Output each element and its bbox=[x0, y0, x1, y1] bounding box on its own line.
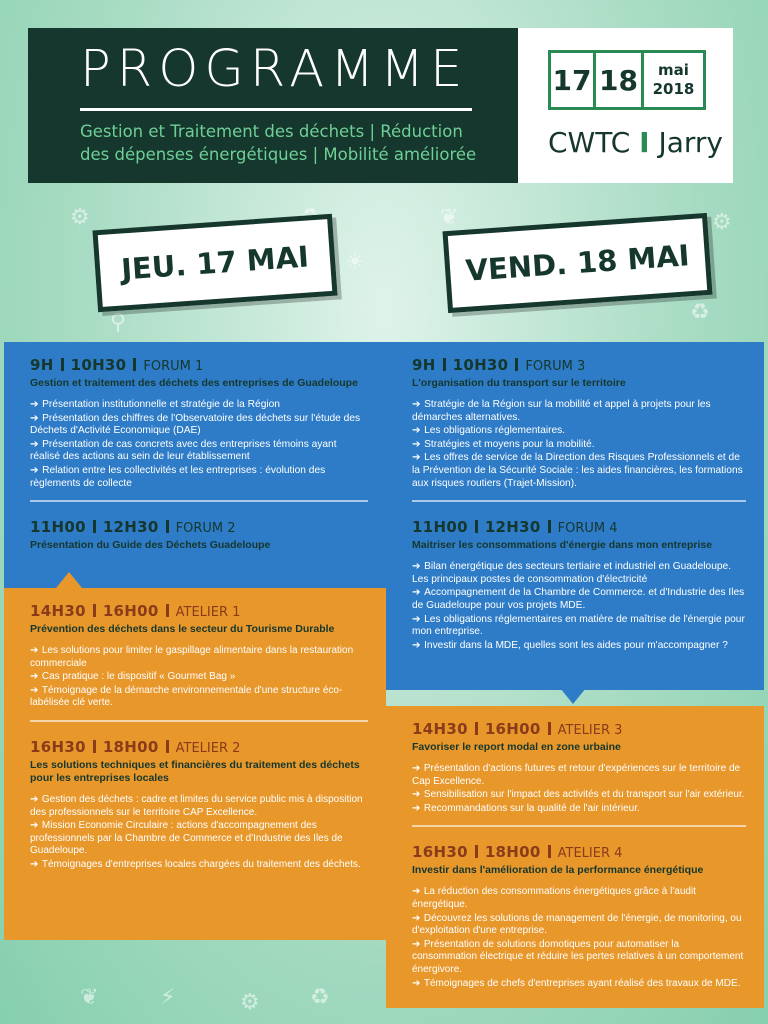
recycle-icon: ♻ bbox=[690, 300, 710, 325]
session-items bbox=[30, 794, 368, 872]
page-subtitle bbox=[80, 120, 490, 166]
list-item: ➔ Découvrez les solutions de management de l'énergie, de monitoring, ou d'exploitation d'une entreprise. bbox=[412, 913, 746, 938]
list-item: ➔ Présentation de solutions domotiques pour automatiser la consommation électrique et réduire les pertes relatives à un comportement énergivore. bbox=[412, 939, 746, 977]
panel-friday-afternoon bbox=[386, 706, 764, 1008]
date-day-17: 17 bbox=[548, 50, 596, 110]
session-header: 16H30 18H00 ATELIER 2 bbox=[30, 737, 241, 756]
session-forum-1 bbox=[30, 356, 368, 502]
session-title: Gestion et traitement des déchets des entreprises de Guadeloupe bbox=[30, 377, 358, 389]
session-title: L'organisation du transport sur le territoire bbox=[412, 377, 626, 389]
divider bbox=[412, 500, 746, 502]
session-forum-3 bbox=[412, 356, 746, 502]
panel-notch bbox=[560, 688, 586, 704]
list-item: ➔ Présentation institutionnelle et stratégie de la Région bbox=[30, 399, 368, 412]
list-item: ➔ Témoignages d'entreprises locales chargées du traitement des déchets. bbox=[30, 859, 368, 872]
list-item: ➔ Investir dans la MDE, quelles sont les aides pour m'accompagner ? bbox=[412, 640, 746, 653]
session-atelier-4 bbox=[412, 843, 746, 990]
subtitle-line-2: des dépenses énergétiques | Mobilité améliorée bbox=[80, 145, 477, 164]
list-item: ➔ La réduction des consommations énergétiques grâce à l'audit énergétique. bbox=[412, 886, 746, 911]
session-header: 14H30 16H00 ATELIER 3 bbox=[412, 720, 623, 738]
session-items bbox=[412, 886, 746, 990]
divider bbox=[30, 500, 368, 502]
session-header: 9H 10H30 FORUM 3 bbox=[412, 356, 586, 374]
divider bbox=[30, 720, 368, 722]
list-item: ➔ Présentation des chiffres de l'Observatoire des déchets sur l'étude des Déchets d'Activité Economique (DAE) bbox=[30, 413, 368, 438]
session-forum-4 bbox=[412, 518, 746, 652]
session-title: Les solutions techniques et financières du traitement des déchets pour les entreprises locales bbox=[30, 758, 360, 784]
session-atelier-2 bbox=[30, 738, 368, 872]
session-items bbox=[412, 399, 746, 490]
gear-icon: ⚙ bbox=[712, 210, 732, 235]
session-title: Investir dans l'amélioration de la performance énergétique bbox=[412, 864, 704, 877]
gear-icon: ⚙ bbox=[240, 990, 260, 1015]
bicycle-icon: ⚲ bbox=[110, 310, 127, 335]
leaf-icon: ❦ bbox=[80, 985, 99, 1010]
session-items bbox=[30, 399, 368, 490]
venue-right: Jarry bbox=[658, 126, 724, 159]
page-title: PROGRAMME bbox=[80, 40, 469, 99]
list-item: ➔ Témoignage de la démarche environnementale d'une structure éco-labélisée clé verte. bbox=[30, 685, 368, 710]
list-item: ➔ Recommandations sur la qualité de l'air intérieur. bbox=[412, 803, 746, 816]
session-items bbox=[412, 561, 746, 652]
date-month-year bbox=[644, 50, 706, 110]
list-item: ➔ Présentation de cas concrets avec des entreprises témoins ayant réalisé des actions au sein de leur établissement bbox=[30, 439, 368, 464]
factory-icon: ⚡ bbox=[160, 985, 176, 1010]
panel-friday-morning bbox=[386, 342, 764, 690]
session-header: 16H30 18H00 ATELIER 4 bbox=[412, 843, 623, 862]
venue-left: CWTC bbox=[548, 126, 631, 159]
date-month: mai bbox=[658, 61, 689, 79]
venue-separator: I bbox=[639, 126, 650, 159]
list-item: ➔ Témoignages de chefs d'entreprises ayant réalisé des travaux de MDE. bbox=[412, 978, 746, 991]
leaf-icon: ❦ bbox=[440, 205, 459, 230]
list-item: ➔ Les obligations réglementaires. bbox=[412, 425, 746, 438]
list-item: ➔ Stratégies et moyens pour la mobilité. bbox=[412, 439, 746, 452]
gear-icon: ⚙ bbox=[70, 205, 90, 230]
panel-thursday-afternoon bbox=[4, 588, 386, 940]
session-items bbox=[30, 645, 368, 710]
list-item: ➔ Sensibilisation sur l'impact des activités et du transport sur l'air extérieur. bbox=[412, 789, 746, 802]
session-header: 11H00 12H30 FORUM 2 bbox=[30, 518, 236, 537]
session-atelier-1 bbox=[30, 602, 368, 722]
list-item: ➔ Accompagnement de la Chambre de Commerce. et d'Industrie des Iles de Guadeloupe pour vos projets MDE. bbox=[412, 587, 746, 612]
session-items bbox=[412, 763, 746, 815]
session-title: Présentation du Guide des Déchets Guadeloupe bbox=[30, 539, 271, 552]
divider bbox=[412, 825, 746, 827]
list-item: ➔ Cas pratique : le dispositif « Gourmet Bag » bbox=[30, 671, 368, 684]
subtitle-line-1: Gestion et Traitement des déchets | Réduction bbox=[80, 122, 463, 141]
list-item: ➔ Gestion des déchets : cadre et limites du service public mis à disposition des professionnels sur le territoire CAP Excellence. bbox=[30, 794, 368, 819]
date-day-18: 18 bbox=[596, 50, 644, 110]
list-item: ➔ Stratégie de la Région sur la mobilité et appel à projets pour les démarches alternatives. bbox=[412, 399, 746, 424]
session-title: Prévention des déchets dans le secteur du Tourisme Durable bbox=[30, 623, 335, 635]
list-item: ➔ Les solutions pour limiter le gaspillage alimentaire dans la restauration commerciale bbox=[30, 645, 368, 670]
session-title: Favoriser le report modal en zone urbaine bbox=[412, 741, 621, 753]
day-sign-thursday: JEU. 17 MAI bbox=[92, 214, 337, 313]
list-item: ➔ Les offres de service de la Direction des Risques Professionnels et de la Prévention de la Sécurité Sociale : les aides financières, les formations aux risques routiers (Trajet-Mission). bbox=[412, 452, 746, 490]
session-atelier-3 bbox=[412, 720, 746, 827]
session-header: 14H30 16H00 ATELIER 1 bbox=[30, 602, 241, 620]
lightbulb-icon: ☀ bbox=[345, 250, 365, 275]
session-header: 9H 10H30 FORUM 1 bbox=[30, 356, 204, 374]
venue bbox=[548, 126, 723, 159]
title-underline bbox=[80, 108, 472, 111]
day-sign-friday: VEND. 18 MAI bbox=[442, 213, 712, 313]
recycle-icon: ♻ bbox=[310, 985, 330, 1010]
date-year: 2018 bbox=[652, 80, 695, 98]
panel-notch bbox=[56, 572, 82, 588]
list-item: ➔ Bilan énergétique des secteurs tertiaire et industriel en Guadeloupe. Les principaux postes de consommation d'électricité bbox=[412, 561, 746, 586]
panel-thursday-morning bbox=[4, 342, 386, 588]
session-header: 11H00 12H30 FORUM 4 bbox=[412, 518, 618, 537]
session-title: Maitriser les consommations d'énergie dans mon entreprise bbox=[412, 539, 713, 552]
list-item: ➔ Les obligations réglementaires en matière de maîtrise de l'énergie pour mon entreprise. bbox=[412, 614, 746, 639]
list-item: ➔ Présentation d'actions futures et retour d'expériences sur le territoire de Cap Excellence. bbox=[412, 763, 746, 788]
list-item: ➔ Mission Economie Circulaire : actions d'accompagnement des professionnels par la Chambre de Commerce et d'Industrie des Iles de Guadeloupe. bbox=[30, 820, 368, 858]
list-item: ➔ Relation entre les collectivités et les entreprises : évolution des règlements de collecte bbox=[30, 465, 368, 490]
session-forum-2 bbox=[30, 518, 368, 552]
